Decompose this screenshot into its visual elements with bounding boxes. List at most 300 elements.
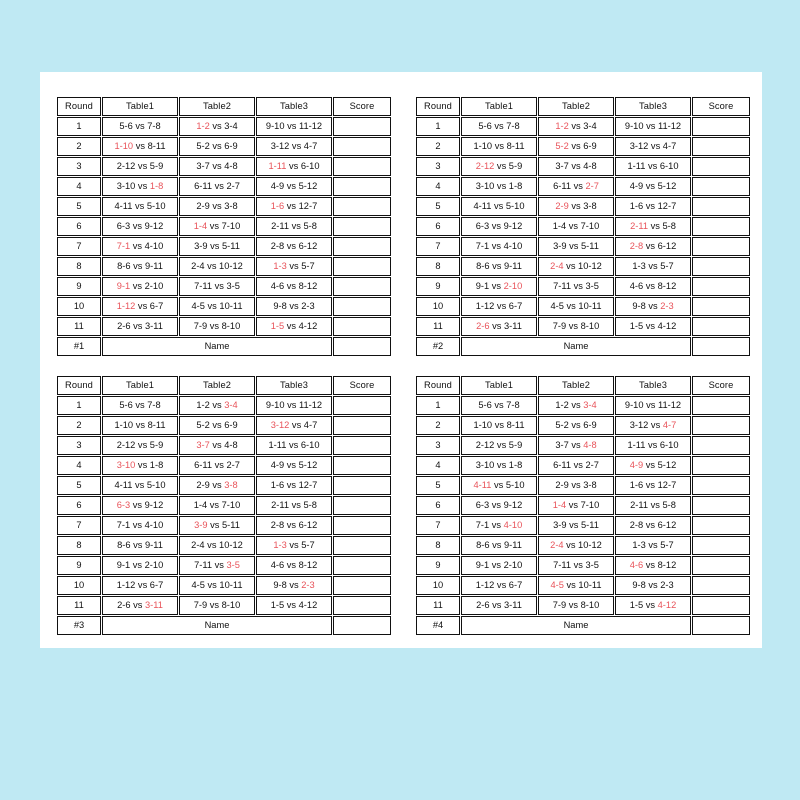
table-row	[416, 536, 750, 555]
round-number-cell: 6	[57, 217, 101, 236]
highlighted-pair: 1-10	[114, 140, 134, 151]
match-cell-table1: 2-6 vs 3-11	[461, 596, 537, 615]
match-cell-table2: 1-2 vs 3-4	[538, 396, 614, 415]
match-cell-table1: 3-10 vs 1-8	[102, 456, 178, 475]
match-cell-table3: 1-5 vs 4-12	[256, 317, 332, 336]
match-cell-table1: 2-6 vs 3-11	[102, 317, 178, 336]
round-number-cell: 10	[416, 576, 460, 595]
score-entry-cell[interactable]	[333, 317, 391, 336]
table-row	[416, 197, 750, 216]
highlighted-pair: 4-7	[662, 419, 677, 430]
round-number-cell: 10	[57, 297, 101, 316]
highlighted-pair: 2-9	[555, 200, 569, 211]
round-robin-schedule-table	[415, 96, 751, 357]
highlighted-pair: 2-4	[550, 539, 564, 550]
highlighted-pair: 3-5	[226, 559, 240, 570]
player-number-tag: #3	[57, 616, 101, 635]
match-cell-table2: 3-7 vs 4-8	[179, 436, 255, 455]
match-cell-table3: 1-11 vs 6-10	[615, 157, 691, 176]
match-cell-table3: 3-12 vs 4-7	[256, 137, 332, 156]
column-header-score: Score	[333, 97, 391, 116]
match-cell-table2: 1-4 vs 7-10	[538, 496, 614, 515]
match-cell-table3: 1-5 vs 4-12	[615, 317, 691, 336]
highlighted-pair: 3-7	[196, 439, 210, 450]
player-footer-row	[416, 616, 750, 635]
highlighted-pair: 9-1	[116, 280, 131, 291]
table-row	[57, 257, 391, 276]
match-cell-table2: 1-2 vs 3-4	[538, 117, 614, 136]
table-row	[57, 476, 391, 495]
match-cell-table3: 1-3 vs 5-7	[256, 257, 332, 276]
table-row	[416, 456, 750, 475]
table-row	[57, 456, 391, 475]
table-header-row	[57, 97, 391, 116]
match-cell-table1: 3-10 vs 1-8	[102, 177, 178, 196]
column-header-score: Score	[333, 376, 391, 395]
match-cell-table3: 2-11 vs 5-8	[256, 217, 332, 236]
score-entry-cell[interactable]	[692, 137, 750, 156]
highlighted-pair: 3-8	[224, 479, 238, 490]
score-entry-cell[interactable]	[333, 117, 391, 136]
match-cell-table2: 7-11 vs 3-5	[538, 556, 614, 575]
highlighted-pair: 2-8	[629, 240, 644, 251]
round-number-cell: 2	[416, 416, 460, 435]
match-cell-table3: 9-8 vs 2-3	[256, 297, 332, 316]
column-header-table1: Table1	[102, 376, 178, 395]
match-cell-table2: 4-5 vs 10-11	[538, 576, 614, 595]
score-entry-cell[interactable]	[333, 516, 391, 535]
score-entry-cell[interactable]	[692, 237, 750, 256]
column-header-round: Round	[57, 376, 101, 395]
round-number-cell: 5	[416, 197, 460, 216]
match-cell-table1: 4-11 vs 5-10	[461, 197, 537, 216]
match-cell-table1: 6-3 vs 9-12	[461, 496, 537, 515]
highlighted-pair: 4-11	[473, 479, 492, 490]
match-cell-table3: 1-3 vs 5-7	[615, 257, 691, 276]
match-cell-table1: 8-6 vs 9-11	[461, 257, 537, 276]
score-entry-cell[interactable]	[692, 516, 750, 535]
highlighted-pair: 4-12	[657, 599, 677, 610]
match-cell-table2: 2-4 vs 10-12	[538, 257, 614, 276]
player-name-input[interactable]: Name	[461, 337, 691, 356]
column-header-table3: Table3	[256, 376, 332, 395]
highlighted-pair: 1-12	[116, 300, 136, 311]
highlighted-pair: 3-10	[116, 459, 136, 470]
highlighted-pair: 6-3	[116, 499, 131, 510]
match-cell-table2: 3-7 vs 4-8	[538, 157, 614, 176]
match-cell-table1: 1-10 vs 8-11	[461, 137, 537, 156]
match-cell-table1: 6-3 vs 9-12	[461, 217, 537, 236]
score-entry-cell[interactable]	[333, 536, 391, 555]
match-cell-table1: 8-6 vs 9-11	[461, 536, 537, 555]
score-entry-cell[interactable]	[692, 117, 750, 136]
match-cell-table1: 7-1 vs 4-10	[461, 237, 537, 256]
schedule-card-1	[56, 96, 388, 357]
score-entry-cell[interactable]	[692, 596, 750, 615]
score-entry-cell[interactable]	[333, 197, 391, 216]
match-cell-table1: 5-6 vs 7-8	[102, 117, 178, 136]
round-number-cell: 11	[57, 596, 101, 615]
table-header-row	[57, 376, 391, 395]
score-entry-cell[interactable]	[692, 476, 750, 495]
highlighted-pair: 3-11	[144, 599, 163, 610]
match-cell-table2: 2-4 vs 10-12	[179, 257, 255, 276]
round-number-cell: 5	[57, 197, 101, 216]
score-entry-cell[interactable]	[692, 297, 750, 316]
highlighted-pair: 2-3	[660, 300, 674, 311]
table-row	[416, 396, 750, 415]
table-row	[416, 436, 750, 455]
score-entry-cell[interactable]	[333, 177, 391, 196]
match-cell-table2: 5-2 vs 6-9	[538, 137, 614, 156]
match-cell-table1: 2-6 vs 3-11	[102, 596, 178, 615]
highlighted-pair: 4-6	[629, 559, 644, 570]
match-cell-table1: 9-1 vs 2-10	[461, 277, 537, 296]
round-number-cell: 10	[57, 576, 101, 595]
table-row	[416, 576, 750, 595]
score-entry-cell[interactable]	[333, 277, 391, 296]
round-number-cell: 1	[57, 117, 101, 136]
round-number-cell: 11	[416, 317, 460, 336]
column-header-score: Score	[692, 376, 750, 395]
round-number-cell: 7	[57, 516, 101, 535]
table-row	[57, 396, 391, 415]
score-entry-cell[interactable]	[692, 536, 750, 555]
match-cell-table3: 1-6 vs 12-7	[256, 197, 332, 216]
table-row	[416, 137, 750, 156]
score-entry-cell[interactable]	[692, 416, 750, 435]
score-entry-cell[interactable]	[692, 257, 750, 276]
highlighted-pair: 2-11	[630, 220, 648, 231]
match-cell-table1: 4-11 vs 5-10	[102, 476, 178, 495]
match-cell-table2: 7-9 vs 8-10	[538, 317, 614, 336]
round-number-cell: 2	[416, 137, 460, 156]
match-cell-table3: 3-12 vs 4-7	[256, 416, 332, 435]
table-row	[57, 576, 391, 595]
player-name-input[interactable]: Name	[102, 616, 332, 635]
round-number-cell: 8	[416, 257, 460, 276]
round-number-cell: 4	[57, 456, 101, 475]
round-number-cell: 9	[416, 556, 460, 575]
round-number-cell: 6	[416, 217, 460, 236]
match-cell-table1: 1-12 vs 6-7	[461, 297, 537, 316]
match-cell-table1: 1-10 vs 8-11	[102, 416, 178, 435]
match-cell-table1: 2-12 vs 5-9	[102, 157, 178, 176]
match-cell-table1: 7-1 vs 4-10	[461, 516, 537, 535]
table-row	[57, 137, 391, 156]
match-cell-table1: 6-3 vs 9-12	[102, 217, 178, 236]
match-cell-table1: 9-1 vs 2-10	[461, 556, 537, 575]
match-cell-table2: 1-4 vs 7-10	[538, 217, 614, 236]
column-header-round: Round	[416, 97, 460, 116]
total-score-cell[interactable]	[333, 616, 391, 635]
match-cell-table3: 3-12 vs 4-7	[615, 416, 691, 435]
round-number-cell: 4	[416, 456, 460, 475]
match-cell-table2: 3-9 vs 5-11	[179, 516, 255, 535]
table-row	[416, 277, 750, 296]
match-cell-table3: 2-8 vs 6-12	[615, 516, 691, 535]
score-entry-cell[interactable]	[692, 217, 750, 236]
round-number-cell: 6	[416, 496, 460, 515]
highlighted-pair: 2-10	[503, 280, 523, 291]
round-number-cell: 8	[416, 536, 460, 555]
highlighted-pair: 3-9	[194, 519, 208, 530]
round-number-cell: 7	[416, 237, 460, 256]
round-number-cell: 1	[57, 396, 101, 415]
match-cell-table2: 2-4 vs 10-12	[538, 536, 614, 555]
match-cell-table1: 1-12 vs 6-7	[461, 576, 537, 595]
highlighted-pair: 1-2	[555, 120, 569, 131]
match-cell-table3: 4-9 vs 5-12	[615, 177, 691, 196]
match-cell-table1: 9-1 vs 2-10	[102, 556, 178, 575]
highlighted-pair: 2-4	[550, 260, 564, 271]
score-entry-cell[interactable]	[692, 496, 750, 515]
match-cell-table1: 1-12 vs 6-7	[102, 297, 178, 316]
match-cell-table2: 3-9 vs 5-11	[538, 237, 614, 256]
round-number-cell: 4	[416, 177, 460, 196]
round-robin-schedule-table	[56, 375, 392, 636]
round-number-cell: 1	[416, 396, 460, 415]
match-cell-table3: 1-6 vs 12-7	[615, 197, 691, 216]
match-cell-table2: 7-11 vs 3-5	[179, 556, 255, 575]
score-entry-cell[interactable]	[692, 197, 750, 216]
round-number-cell: 1	[416, 117, 460, 136]
score-entry-cell[interactable]	[333, 436, 391, 455]
table-row	[57, 416, 391, 435]
column-header-round: Round	[416, 376, 460, 395]
table-header-row	[416, 376, 750, 395]
match-cell-table2: 7-11 vs 3-5	[538, 277, 614, 296]
table-row	[416, 237, 750, 256]
round-number-cell: 7	[416, 516, 460, 535]
match-cell-table2: 2-9 vs 3-8	[179, 476, 255, 495]
table-row	[416, 317, 750, 336]
match-cell-table1: 8-6 vs 9-11	[102, 257, 178, 276]
match-cell-table1: 4-11 vs 5-10	[102, 197, 178, 216]
column-header-round: Round	[57, 97, 101, 116]
match-cell-table1: 1-12 vs 6-7	[102, 576, 178, 595]
match-cell-table2: 6-11 vs 2-7	[179, 177, 255, 196]
match-cell-table3: 9-10 vs 11-12	[615, 117, 691, 136]
table-row	[57, 516, 391, 535]
match-cell-table3: 9-8 vs 2-3	[256, 576, 332, 595]
score-entry-cell[interactable]	[692, 396, 750, 415]
score-entry-cell[interactable]	[333, 496, 391, 515]
match-cell-table3: 4-6 vs 8-12	[256, 556, 332, 575]
highlighted-pair: 2-6	[476, 320, 490, 331]
column-header-table3: Table3	[615, 376, 691, 395]
column-header-table3: Table3	[615, 97, 691, 116]
match-cell-table1: 7-1 vs 4-10	[102, 237, 178, 256]
match-cell-table2: 7-9 vs 8-10	[179, 596, 255, 615]
round-number-cell: 10	[416, 297, 460, 316]
table-row	[57, 117, 391, 136]
table-row	[57, 436, 391, 455]
match-cell-table1: 1-10 vs 8-11	[461, 416, 537, 435]
highlighted-pair: 1-2	[196, 120, 210, 131]
match-cell-table1: 1-10 vs 8-11	[102, 137, 178, 156]
match-cell-table1: 6-3 vs 9-12	[102, 496, 178, 515]
score-entry-cell[interactable]	[333, 476, 391, 495]
schedule-sheet-grid	[40, 72, 762, 648]
match-cell-table3: 4-6 vs 8-12	[256, 277, 332, 296]
match-cell-table2: 3-9 vs 5-11	[538, 516, 614, 535]
match-cell-table3: 9-8 vs 2-3	[615, 576, 691, 595]
match-cell-table3: 2-11 vs 5-8	[615, 217, 691, 236]
column-header-table1: Table1	[102, 97, 178, 116]
match-cell-table2: 1-2 vs 3-4	[179, 396, 255, 415]
score-entry-cell[interactable]	[333, 416, 391, 435]
score-entry-cell[interactable]	[692, 317, 750, 336]
table-row	[57, 277, 391, 296]
score-entry-cell[interactable]	[333, 137, 391, 156]
highlighted-pair: 1-6	[270, 200, 285, 211]
schedule-card-3	[56, 375, 388, 636]
schedule-card-4	[415, 375, 747, 636]
match-cell-table2: 5-2 vs 6-9	[179, 416, 255, 435]
match-cell-table2: 4-5 vs 10-11	[179, 297, 255, 316]
player-name-input[interactable]: Name	[461, 616, 691, 635]
match-cell-table3: 9-10 vs 11-12	[615, 396, 691, 415]
match-cell-table1: 9-1 vs 2-10	[102, 277, 178, 296]
round-number-cell: 3	[416, 157, 460, 176]
match-cell-table2: 4-5 vs 10-11	[179, 576, 255, 595]
table-row	[57, 297, 391, 316]
highlighted-pair: 2-3	[301, 579, 315, 590]
match-cell-table3: 1-3 vs 5-7	[615, 536, 691, 555]
match-cell-table1: 3-10 vs 1-8	[461, 456, 537, 475]
highlighted-pair: 1-3	[273, 260, 287, 271]
highlighted-pair: 7-1	[116, 240, 131, 251]
table-row	[57, 596, 391, 615]
round-number-cell: 9	[57, 556, 101, 575]
table-row	[57, 237, 391, 256]
score-entry-cell[interactable]	[333, 257, 391, 276]
match-cell-table2: 1-4 vs 7-10	[179, 217, 255, 236]
table-row	[416, 257, 750, 276]
table-row	[416, 516, 750, 535]
match-cell-table3: 4-9 vs 5-12	[256, 177, 332, 196]
match-cell-table3: 9-10 vs 11-12	[256, 117, 332, 136]
column-header-table1: Table1	[461, 97, 537, 116]
score-entry-cell[interactable]	[692, 177, 750, 196]
score-entry-cell[interactable]	[333, 556, 391, 575]
match-cell-table2: 2-9 vs 3-8	[538, 197, 614, 216]
table-row	[57, 157, 391, 176]
match-cell-table3: 4-6 vs 8-12	[615, 277, 691, 296]
column-header-table3: Table3	[256, 97, 332, 116]
match-cell-table3: 1-11 vs 6-10	[256, 157, 332, 176]
score-entry-cell[interactable]	[333, 297, 391, 316]
match-cell-table2: 1-4 vs 7-10	[179, 496, 255, 515]
match-cell-table3: 2-8 vs 6-12	[615, 237, 691, 256]
match-cell-table2: 4-5 vs 10-11	[538, 297, 614, 316]
match-cell-table3: 2-8 vs 6-12	[256, 516, 332, 535]
total-score-cell[interactable]	[692, 337, 750, 356]
match-cell-table1: 2-12 vs 5-9	[461, 157, 537, 176]
total-score-cell[interactable]	[692, 616, 750, 635]
table-row	[416, 297, 750, 316]
table-row	[416, 496, 750, 515]
match-cell-table2: 2-4 vs 10-12	[179, 536, 255, 555]
score-entry-cell[interactable]	[333, 237, 391, 256]
score-entry-cell[interactable]	[692, 456, 750, 475]
table-row	[416, 596, 750, 615]
match-cell-table2: 6-11 vs 2-7	[538, 456, 614, 475]
match-cell-table2: 2-9 vs 3-8	[179, 197, 255, 216]
player-name-input[interactable]: Name	[102, 337, 332, 356]
match-cell-table3: 1-11 vs 6-10	[256, 436, 332, 455]
round-number-cell: 8	[57, 257, 101, 276]
total-score-cell[interactable]	[333, 337, 391, 356]
match-cell-table1: 7-1 vs 4-10	[102, 516, 178, 535]
highlighted-pair: 1-5	[270, 320, 285, 331]
highlighted-pair: 3-12	[270, 419, 290, 430]
table-row	[416, 416, 750, 435]
highlighted-pair: 1-4	[193, 220, 208, 231]
score-entry-cell[interactable]	[333, 157, 391, 176]
round-number-cell: 3	[416, 436, 460, 455]
score-entry-cell[interactable]	[333, 576, 391, 595]
match-cell-table2: 2-9 vs 3-8	[538, 476, 614, 495]
match-cell-table2: 7-9 vs 8-10	[179, 317, 255, 336]
score-entry-cell[interactable]	[692, 277, 750, 296]
match-cell-table1: 2-6 vs 3-11	[461, 317, 537, 336]
match-cell-table2: 6-11 vs 2-7	[179, 456, 255, 475]
match-cell-table3: 3-12 vs 4-7	[615, 137, 691, 156]
match-cell-table2: 3-9 vs 5-11	[179, 237, 255, 256]
round-robin-schedule-table	[415, 375, 751, 636]
match-cell-table2: 5-2 vs 6-9	[179, 137, 255, 156]
match-cell-table1: 5-6 vs 7-8	[102, 396, 178, 415]
table-row	[416, 157, 750, 176]
column-header-table2: Table2	[538, 376, 614, 395]
score-entry-cell[interactable]	[333, 456, 391, 475]
player-footer-row	[57, 337, 391, 356]
schedule-card-2	[415, 96, 747, 357]
round-number-cell: 11	[416, 596, 460, 615]
match-cell-table2: 5-2 vs 6-9	[538, 416, 614, 435]
highlighted-pair: 1-11	[268, 160, 287, 171]
match-cell-table3: 4-6 vs 8-12	[615, 556, 691, 575]
column-header-table2: Table2	[179, 97, 255, 116]
highlighted-pair: 1-8	[149, 180, 164, 191]
score-entry-cell[interactable]	[333, 217, 391, 236]
score-entry-cell[interactable]	[333, 396, 391, 415]
score-entry-cell[interactable]	[333, 596, 391, 615]
column-header-score: Score	[692, 97, 750, 116]
score-entry-cell[interactable]	[692, 556, 750, 575]
score-entry-cell[interactable]	[692, 436, 750, 455]
table-row	[416, 177, 750, 196]
match-cell-table1: 5-6 vs 7-8	[461, 117, 537, 136]
table-row	[57, 556, 391, 575]
score-entry-cell[interactable]	[692, 576, 750, 595]
highlighted-pair: 2-12	[475, 160, 495, 171]
match-cell-table1: 2-12 vs 5-9	[461, 436, 537, 455]
highlighted-pair: 4-8	[583, 439, 597, 450]
score-entry-cell[interactable]	[692, 157, 750, 176]
round-number-cell: 5	[57, 476, 101, 495]
table-row	[57, 536, 391, 555]
table-row	[416, 117, 750, 136]
column-header-table2: Table2	[179, 376, 255, 395]
round-number-cell: 4	[57, 177, 101, 196]
match-cell-table3: 1-6 vs 12-7	[615, 476, 691, 495]
player-number-tag: #1	[57, 337, 101, 356]
match-cell-table3: 1-3 vs 5-7	[256, 536, 332, 555]
round-robin-schedule-table	[56, 96, 392, 357]
